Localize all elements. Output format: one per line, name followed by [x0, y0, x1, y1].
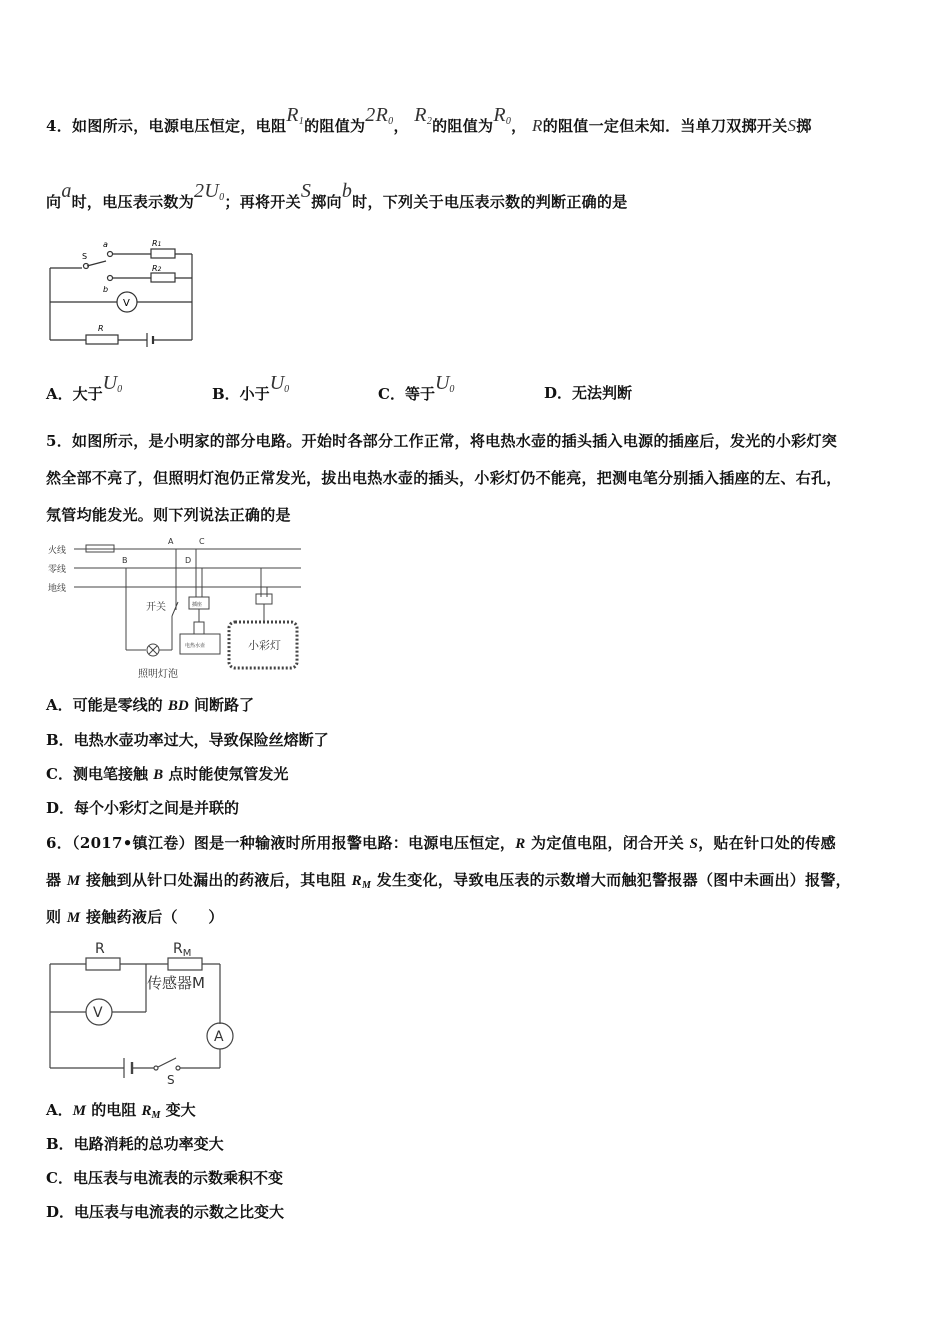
q5-line1: 5．如图所示，是小明家的部分电路。开始时各部分工作正常，将电热水壶的插头插入电源的插座后，发光的小彩灯突	[46, 432, 838, 450]
q4-option-b[interactable]: B．小于$U_0$	[212, 372, 290, 403]
svg-text:插座: 插座	[192, 602, 203, 608]
q4-fig-b: b	[103, 285, 109, 294]
q5-fig-ground: 地线	[48, 584, 67, 594]
q4-r1: $R_1$	[286, 104, 305, 127]
svg-text:开关: 开关	[146, 602, 166, 613]
q6-option-b[interactable]: B．电路消耗的总功率变大	[46, 1135, 224, 1153]
svg-text:A: A	[168, 537, 174, 546]
q5-option-d[interactable]: D．每个小彩灯之间是并联的	[46, 799, 240, 817]
q6-line3: 则 M 接触药液后（ ）	[46, 908, 224, 926]
q4-r2: $R_2$	[414, 104, 433, 127]
q4-line2: 向a时，电压表示数为$2U_0$；再将开关S掷向b时，下列关于电压表示数的判断正确的是	[46, 180, 628, 211]
q4-s: S	[787, 116, 797, 135]
q4-option-d[interactable]: D．无法判断	[544, 384, 633, 402]
q5-line3: 氖管均能发光。则下列说法正确的是	[46, 506, 291, 524]
q6-fig-r: R	[95, 941, 105, 957]
svg-text:D: D	[185, 556, 192, 565]
q6-alarm-circuit	[46, 936, 242, 1086]
q4-circuit-diagram	[46, 232, 202, 352]
q6-fig-s: S	[167, 1073, 175, 1086]
q4-s2: S	[300, 180, 312, 202]
q4-option-c[interactable]: C．等于$U_0$	[378, 372, 455, 403]
q4-2u0: $2U_0$	[194, 180, 225, 203]
q6-line1: 6．（2017•镇江卷）图是一种输液时所用报警电路：电源电压恒定，R 为定值电阻，闭合开关 S，贴在针口处的传感	[46, 834, 836, 852]
svg-text:小彩灯: 小彩灯	[248, 639, 281, 652]
q6-option-d[interactable]: D．电压表与电流表的示数之比变大	[46, 1203, 285, 1221]
q5-fig-fire: 火线	[48, 546, 67, 556]
svg-text:B: B	[122, 556, 128, 565]
q4-fig-s: S	[82, 252, 88, 261]
q6-option-c[interactable]: C．电压表与电流表的示数乘积不变	[46, 1169, 283, 1187]
q5-fig-neutral: 零线	[48, 565, 67, 575]
svg-text:C: C	[199, 537, 205, 546]
q5-household-circuit	[46, 532, 308, 684]
q4-2r0: $2R_0$	[365, 104, 394, 127]
q4-r0: $R_0$	[493, 104, 512, 127]
q4-fig-r: R	[98, 324, 104, 333]
q4-fig-a: a	[103, 240, 108, 249]
q6-fig-a: A	[214, 1029, 224, 1045]
svg-text:RM: $R_M$	[173, 941, 192, 959]
q4-r: R	[532, 116, 543, 135]
q6-line2: 器 M 接触到从针口处漏出的药液后，其电阻 $R_M$ 发生变化，导致电压表的示数增大而触犯警报器（图中未画出）报警，	[46, 871, 851, 891]
q5-option-a[interactable]: A．可能是零线的 BD 间断路了	[46, 696, 254, 714]
q6-fig-v: V	[93, 1005, 103, 1021]
q5-line2: 然全部不亮了，但照明灯泡仍正常发光，拔出电热水壶的插头，小彩灯仍不能亮，把测电笔分别插入插座的左、右孔，	[46, 469, 842, 487]
q5-option-b[interactable]: B．电热水壶功率过大，导致保险丝熔断了	[46, 731, 329, 749]
svg-text:R2: R2	[152, 264, 162, 273]
q4-b: b	[341, 180, 353, 202]
svg-text:R1: R1	[152, 239, 162, 248]
q5-option-c[interactable]: C．测电笔接触 B 点时能使氖管发光	[46, 765, 289, 783]
q4-text: 4．如图所示，电源电压恒定，电阻	[46, 117, 287, 135]
q4-option-a[interactable]: A．大于$U_0$	[46, 372, 123, 403]
q6-option-a[interactable]: A．M 的电阻 $R_M$ 变大	[46, 1101, 196, 1121]
q4-a: a	[61, 180, 72, 202]
q4-line1: 4．如图所示，电源电压恒定，电阻$R_1$的阻值为$2R_0$， $R_2$的阻值为$R_0$， R的阻值一定但未知．当单刀双掷开关S掷	[46, 104, 812, 135]
q6-fig-sensor: 传感器M	[147, 974, 205, 992]
svg-text:照明灯泡: 照明灯泡	[138, 669, 178, 680]
q4-fig-v: V	[123, 298, 130, 309]
svg-text:电热水壶: 电热水壶	[185, 643, 206, 649]
